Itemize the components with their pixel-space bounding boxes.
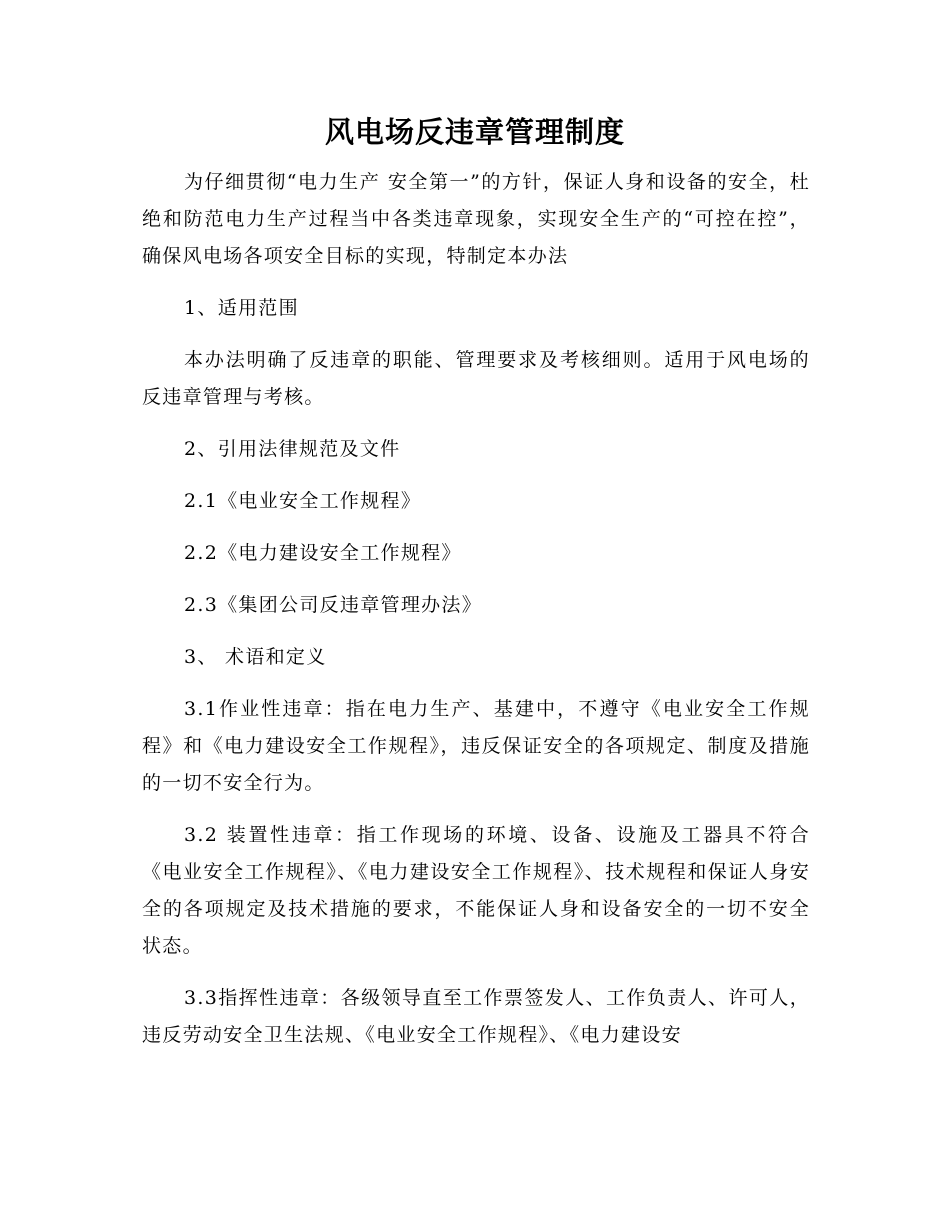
document-title: 风电场反违章管理制度 [324,115,625,149]
intro-paragraph: 为仔细贯彻“电力生产 安全第一”的方针，保证人身和设备的安全，杜绝和防范电力生产过程当中各类违章现象，实现安全生产的“可控在控”，确保风电场各项安全目标的实现，特制定本办法 [142,171,810,267]
section-heading-scope: 1、适用范围 [184,297,299,319]
definition-operational-violation: 3.1作业性违章：指在电力生产、基建中，不遵守《电业安全工作规程》和《电力建设安全工作规程》，违反保证安全的各项规定、制度及措施的一切不安全行为。 [142,698,810,794]
reference-item: 2.2《电力建设安全工作规程》 [184,542,462,564]
document-body [142,164,810,1069]
section-heading-references: 2、引用法律规范及文件 [184,438,401,460]
reference-item: 2.3《集团公司反违章管理办法》 [184,594,483,616]
definition-command-violation: 3.3指挥性违章：各级领导直至工作票签发人、工作负责人、许可人，违反劳动安全卫生法规、《电业安全工作规程》、《电力建设安 [142,987,810,1046]
scope-paragraph: 本办法明确了反违章的职能、管理要求及考核细则。适用于风电场的反违章管理与考核。 [142,349,810,408]
definition-equipment-violation: 3.2 装置性违章：指工作现场的环境、设备、设施及工器具不符合《电业安全工作规程》、《电力建设安全工作规程》、技术规程和保证人身安全的各项规定及技术措施的要求，不能保证人身和设备安全的一切不安全状态。 [142,824,810,957]
reference-item: 2.1《电业安全工作规程》 [184,490,422,512]
section-heading-terms: 3、 术语和定义 [184,646,327,668]
